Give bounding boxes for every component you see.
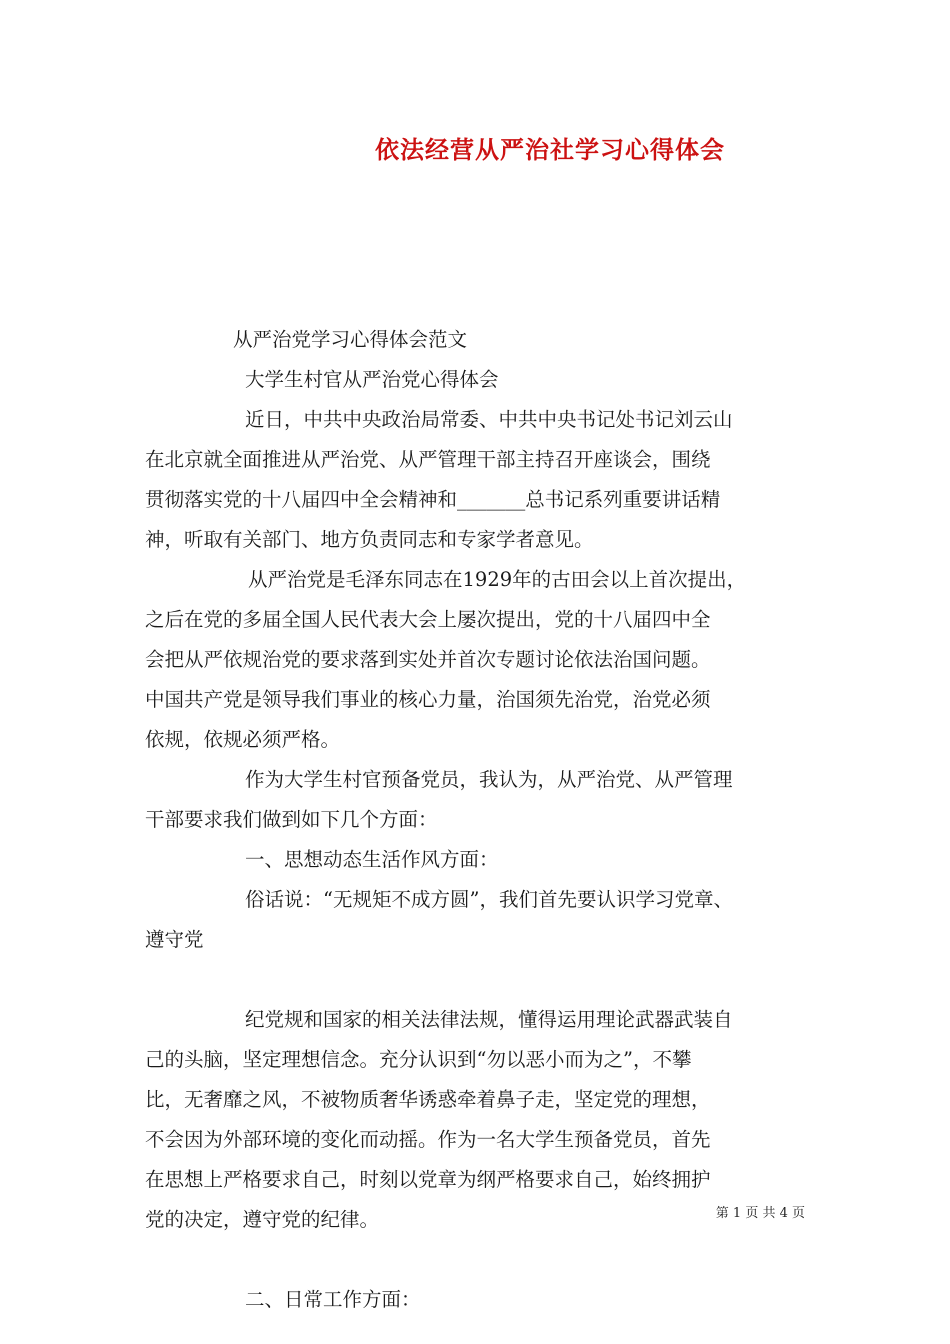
paragraph-line: 一、思想动态生活作风方面： — [245, 848, 499, 871]
paragraph-line: 俗话说：“无规矩不成方圆”，我们首先要认识学习党章、 — [245, 888, 733, 911]
paragraph-line: 贯彻落实党的十八届四中全会精神和_______总书记系列重要讲话精 — [145, 488, 721, 511]
paragraph-line: 之后在党的多届全国人民代表大会上屡次提出，党的十八届四中全 — [145, 608, 711, 631]
paragraph-line: 会把从严依规治党的要求落到实处并首次专题讨论依法治国问题。 — [145, 648, 711, 671]
paragraph-gap — [145, 1240, 810, 1280]
paragraph-line: 从严治党学习心得体会范文 — [233, 328, 468, 351]
paragraph-line: 己的头脑，坚定理想信念。充分认识到“勿以恶小而为之”，不攀 — [145, 1048, 692, 1071]
paragraph-line: 遵守党 — [145, 928, 204, 951]
paragraph-line: 依规，依规必须严格。 — [145, 728, 341, 751]
paragraph-line: 党的决定，遵守党的纪律。 — [145, 1208, 380, 1231]
paragraph-gap — [145, 960, 810, 1000]
paragraph-line: 神，听取有关部门、地方负责同志和专家学者意见。 — [145, 528, 594, 551]
document-body — [145, 320, 810, 1320]
paragraph-line: 在思想上严格要求自己，时刻以党章为纲严格要求自己，始终拥护 — [145, 1168, 711, 1191]
paragraph-line: 从严治党是毛泽东同志在1929年的古田会以上首次提出， — [248, 568, 747, 591]
paragraph-line: 二、日常工作方面： — [245, 1288, 421, 1311]
paragraph-line: 不会因为外部环境的变化而动摇。作为一名大学生预备党员，首先 — [145, 1128, 711, 1151]
paragraph-line: 作为大学生村官预备党员，我认为，从严治党、从严管理 — [245, 768, 733, 791]
page-footer: 第 1 页 共 4 页 — [715, 1206, 805, 1221]
paragraph-line: 大学生村官从严治党心得体会 — [245, 368, 499, 391]
paragraph-line: 中国共产党是领导我们事业的核心力量，治国须先治党，治党必须 — [145, 688, 711, 711]
paragraph-line: 比，无奢靡之风，不被物质奢华诱惑牵着鼻子走，坚定党的理想， — [145, 1088, 711, 1111]
document-title: 依法经营从严治社学习心得体会 — [375, 135, 725, 164]
paragraph-line: 近日，中共中央政治局常委、中共中央书记处书记刘云山 — [245, 408, 733, 431]
paragraph-line: 纪党规和国家的相关法律法规，懂得运用理论武器武装自 — [245, 1008, 733, 1031]
paragraph-line: 在北京就全面推进从严治党、从严管理干部主持召开座谈会，围绕 — [145, 448, 711, 471]
paragraph-line: 干部要求我们做到如下几个方面： — [145, 808, 438, 831]
